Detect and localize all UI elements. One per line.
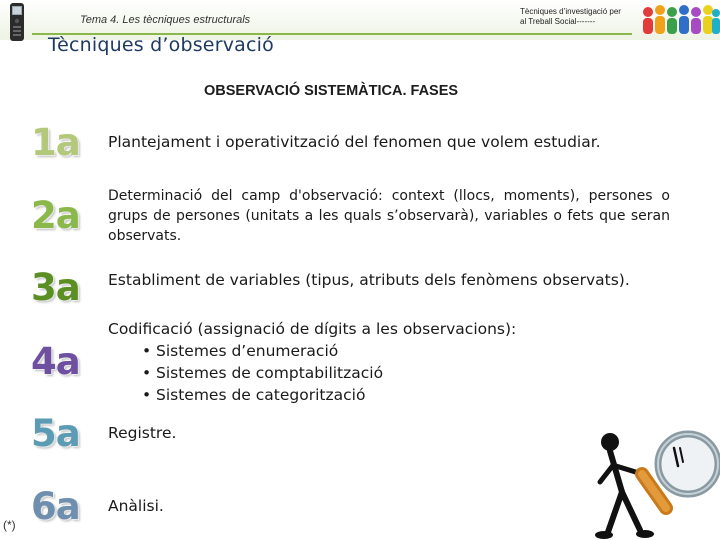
list-item: • Sistemes d’enumeració xyxy=(142,340,670,362)
phase-description-4 xyxy=(108,318,670,406)
phase-description-1: Plantejament i operativització del fenomen que volem estudiar. xyxy=(108,133,601,151)
list-item: • Sistemes de categorització xyxy=(142,384,670,406)
phase-number-2: 2a xyxy=(31,194,80,237)
chapter-label: Tema 4. Les tècniques estructurals xyxy=(80,14,251,26)
course-title-line2: al Treball Social------- xyxy=(520,17,596,26)
voice-recorder-icon xyxy=(6,2,28,42)
phase-description-2: Determinació del camp d'observació: context (llocs, moments), persones o grups de persones (unitats a les quals s’observarà), variables o fets que seran observats. xyxy=(108,188,670,244)
footnote-marker: (*) xyxy=(3,518,16,532)
phase-number-6: 6a xyxy=(31,485,80,528)
magnifier-person-illustration xyxy=(588,422,720,540)
phase-number-4: 4a xyxy=(31,340,80,383)
page-title: Tècniques d’observació xyxy=(48,34,274,56)
course-title-line1: Tècniques d’investigació per xyxy=(520,7,621,16)
coding-systems-list xyxy=(142,340,670,406)
course-title xyxy=(520,7,640,27)
phase-description-3: Establiment de variables (tipus, atributs dels fenòmens observats). xyxy=(108,271,630,289)
phase-description-5: Registre. xyxy=(108,424,177,442)
phase-number-3: 3a xyxy=(31,266,80,309)
people-group-icon xyxy=(640,0,720,38)
list-item: • Sistemes de comptabilització xyxy=(142,362,670,384)
section-title: OBSERVACIÓ SISTEMÀTICA. FASES xyxy=(204,83,459,99)
phase-description-4-text: Codificació (assignació de dígits a les observacions): xyxy=(108,320,517,338)
phase-description-6: Anàlisi. xyxy=(108,497,164,515)
phase-number-1: 1a xyxy=(31,121,80,164)
phase-number-5: 5a xyxy=(31,412,80,455)
